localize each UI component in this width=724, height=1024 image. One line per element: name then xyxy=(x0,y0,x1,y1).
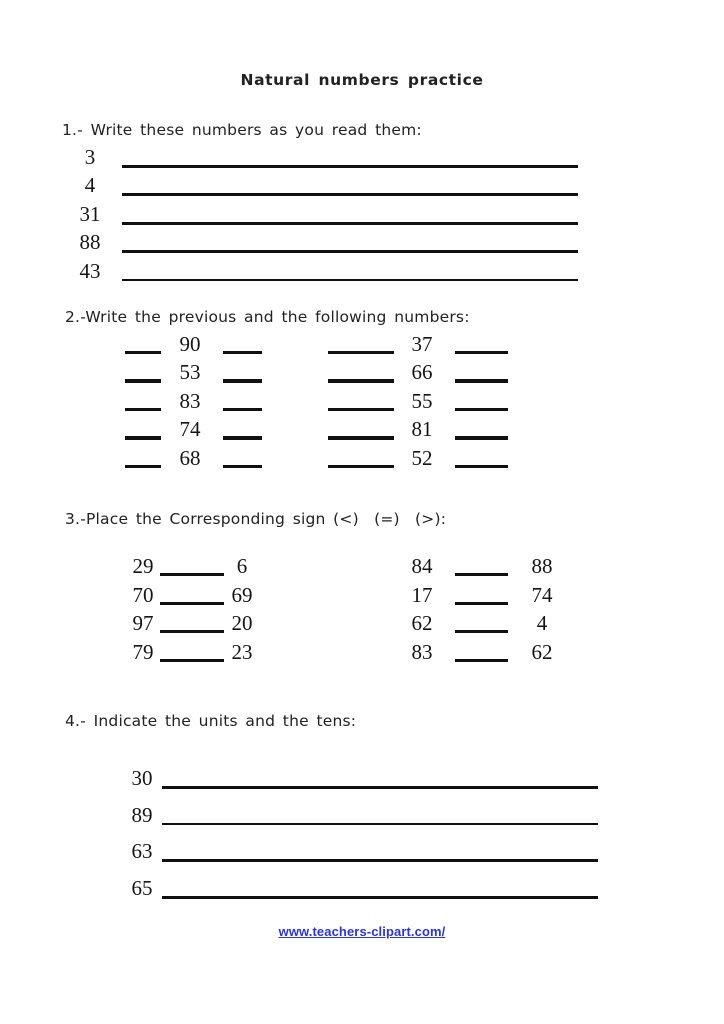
answer-blank-following xyxy=(223,351,262,354)
practice-row xyxy=(0,802,724,839)
given-number: 81 xyxy=(411,417,433,442)
given-number: 84 xyxy=(411,554,433,578)
practice-row xyxy=(0,875,724,912)
given-number: 20 xyxy=(231,611,253,635)
answer-blank-sign xyxy=(160,602,224,605)
answer-line xyxy=(122,165,578,168)
given-number: 37 xyxy=(411,332,433,356)
answer-blank-sign xyxy=(160,659,224,662)
given-number: 31 xyxy=(79,201,101,226)
practice-row xyxy=(0,172,724,200)
answer-blank-following xyxy=(223,379,262,382)
practice-row xyxy=(0,416,724,444)
given-number: 74 xyxy=(179,417,201,442)
answer-blank-sign xyxy=(455,630,508,633)
given-number: 65 xyxy=(131,875,153,900)
practice-row xyxy=(0,765,724,802)
answer-line xyxy=(122,222,578,225)
given-number: 70 xyxy=(132,582,154,607)
given-number: 53 xyxy=(179,360,201,385)
practice-row xyxy=(0,229,724,257)
answer-blank-following xyxy=(455,408,508,411)
answer-line xyxy=(122,193,578,196)
practice-row xyxy=(0,639,724,668)
section3-heading: 3.-Place the Corresponding sign (<) (=) (>): xyxy=(65,510,447,528)
given-number: 52 xyxy=(411,445,433,470)
answer-blank-previous xyxy=(125,436,161,439)
answer-blank-following xyxy=(455,379,508,382)
practice-row xyxy=(0,445,724,473)
given-number: 88 xyxy=(79,230,101,255)
given-number: 83 xyxy=(179,388,201,413)
answer-blank-following xyxy=(223,408,262,411)
answer-line xyxy=(162,896,598,899)
answer-blank-following xyxy=(455,351,508,354)
given-number: 63 xyxy=(131,839,153,864)
answer-line xyxy=(162,823,598,826)
given-number: 6 xyxy=(236,554,248,578)
given-number: 66 xyxy=(411,360,433,385)
answer-blank-previous xyxy=(328,408,394,411)
answer-line xyxy=(162,786,598,789)
given-number: 68 xyxy=(179,445,201,470)
given-number: 69 xyxy=(231,582,253,607)
given-number: 62 xyxy=(531,639,553,664)
section2-rows xyxy=(0,331,724,473)
given-number: 83 xyxy=(411,639,433,664)
section4-rows xyxy=(0,765,724,911)
footer xyxy=(0,921,724,940)
practice-row xyxy=(0,388,724,416)
given-number: 29 xyxy=(132,554,154,578)
answer-blank-following xyxy=(455,436,508,439)
practice-row xyxy=(0,553,724,582)
given-number: 88 xyxy=(531,554,553,578)
answer-blank-sign xyxy=(160,630,224,633)
answer-blank-previous xyxy=(328,465,394,468)
given-number: 90 xyxy=(179,332,201,356)
answer-blank-previous xyxy=(328,351,394,354)
answer-blank-following xyxy=(223,436,262,439)
footer-link[interactable]: www.teachers-clipart.com/ xyxy=(278,924,446,939)
given-number: 23 xyxy=(231,639,253,664)
practice-row xyxy=(0,201,724,229)
section1-rows xyxy=(0,144,724,286)
answer-blank-sign xyxy=(160,573,224,576)
answer-blank-previous xyxy=(125,379,161,382)
given-number: 79 xyxy=(132,639,154,664)
answer-line xyxy=(122,250,578,253)
practice-row xyxy=(0,258,724,286)
answer-blank-sign xyxy=(455,573,508,576)
given-number: 4 xyxy=(84,173,96,198)
given-number: 89 xyxy=(131,802,153,827)
practice-row xyxy=(0,331,724,359)
answer-blank-sign xyxy=(455,602,508,605)
given-number: 30 xyxy=(131,766,153,790)
given-number: 62 xyxy=(411,611,433,635)
answer-blank-sign xyxy=(455,659,508,662)
given-number: 17 xyxy=(411,582,433,607)
given-number: 4 xyxy=(536,611,548,635)
given-number: 97 xyxy=(132,611,154,635)
answer-blank-following xyxy=(455,465,508,468)
practice-row xyxy=(0,144,724,172)
practice-row xyxy=(0,838,724,875)
section1-heading: 1.- Write these numbers as you read them: xyxy=(62,121,422,139)
answer-line xyxy=(162,859,598,862)
answer-blank-previous xyxy=(125,465,161,468)
answer-line xyxy=(122,279,578,282)
given-number: 3 xyxy=(84,145,96,169)
practice-row xyxy=(0,582,724,611)
given-number: 55 xyxy=(411,388,433,413)
answer-blank-previous xyxy=(125,408,161,411)
answer-blank-previous xyxy=(328,436,394,439)
answer-blank-following xyxy=(223,465,262,468)
practice-row xyxy=(0,610,724,639)
practice-row xyxy=(0,359,724,387)
page-title: Natural numbers practice xyxy=(240,71,484,89)
given-number: 74 xyxy=(531,582,553,607)
answer-blank-previous xyxy=(328,379,394,382)
section4-heading: 4.- Indicate the units and the tens: xyxy=(65,712,357,730)
answer-blank-previous xyxy=(125,351,161,354)
section2-heading: 2.-Write the previous and the following numbers: xyxy=(65,308,470,326)
given-number: 43 xyxy=(79,258,101,283)
section3-rows xyxy=(0,553,724,667)
